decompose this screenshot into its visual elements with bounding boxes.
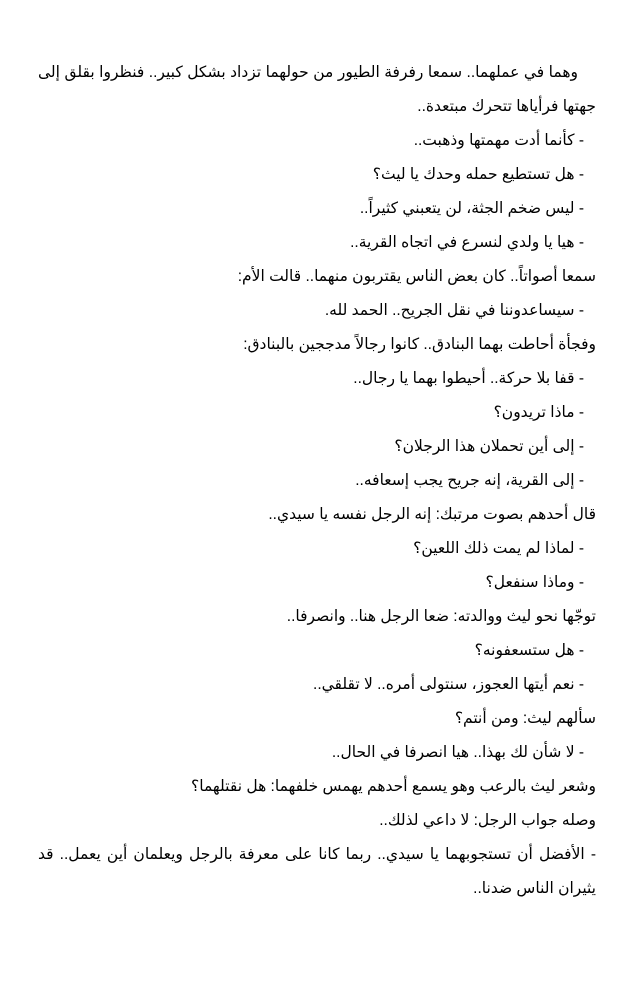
paragraph-19: سألهم ليث: ومن أنتم؟ [454, 710, 596, 727]
paragraph-11: - إلى أين تحملان هذا الرجلان؟ [394, 438, 584, 455]
paragraph-23: - الأفضل أن تستجوبهما يا سيدي.. ربما كانا على معرفة بالرجل ويعلمان أين يعمل.. قد يثيران الناس ضدنا.. [38, 846, 596, 897]
paragraph-1: وهما في عملهما.. سمعا رفرفة الطيور من حولهما تزداد بشكل كبير.. فنظروا بقلق إلى جهتها فرأياها تتحرك مبتعدة.. [38, 64, 596, 115]
paragraph-17: - هل ستسعفونه؟ [474, 642, 584, 659]
paragraph-18: - نعم أيتها العجوز، سنتولى أمره.. لا تقلقي.. [313, 676, 584, 693]
paragraph-10: - ماذا تريدون؟ [493, 404, 584, 421]
paragraph-4: - ليس ضخم الجثة، لن يتعبني كثيراً.. [359, 200, 584, 217]
paragraph-15: - وماذا سنفعل؟ [485, 574, 584, 591]
paragraph-7: - سيساعدوننا في نقل الجريح.. الحمد لله. [324, 302, 584, 319]
paragraph-5: - هيا يا ولدي لنسرع في اتجاه القرية.. [350, 234, 584, 251]
paragraph-2: - كأنما أدت مهمتها وذهبت.. [413, 132, 584, 149]
paragraph-16: توجّها نحو ليث ووالدته: ضعا الرجل هنا.. وانصرفا.. [286, 608, 596, 625]
paragraph-14: - لماذا لم يمت ذلك اللعين؟ [413, 540, 584, 557]
paragraph-6: سمعا أصواتاً.. كان بعض الناس يقتربون منهما.. قالت الأم: [237, 268, 596, 285]
paragraph-22: وصله جواب الرجل: لا داعي لذلك.. [379, 812, 596, 829]
paragraph-21: وشعر ليث بالرعب وهو يسمع أحدهم يهمس خلفهما: هل نقتلهما؟ [191, 778, 596, 795]
document-page [38, 56, 596, 906]
paragraph-20: - لا شأن لك بهذا.. هيا انصرفا في الحال.. [331, 744, 584, 761]
paragraph-3: - هل تستطيع حمله وحدك يا ليث؟ [372, 166, 584, 183]
paragraph-9: - قفا بلا حركة.. أحيطوا بهما يا رجال.. [353, 370, 584, 387]
paragraph-13: قال أحدهم بصوت مرتبك: إنه الرجل نفسه يا سيدي.. [268, 506, 596, 523]
paragraph-12: - إلى القرية، إنه جريح يجب إسعافه.. [355, 472, 584, 489]
paragraph-8: وفجأة أحاطت بهما البنادق.. كانوا رجالاً مدججين بالبنادق: [243, 336, 596, 353]
